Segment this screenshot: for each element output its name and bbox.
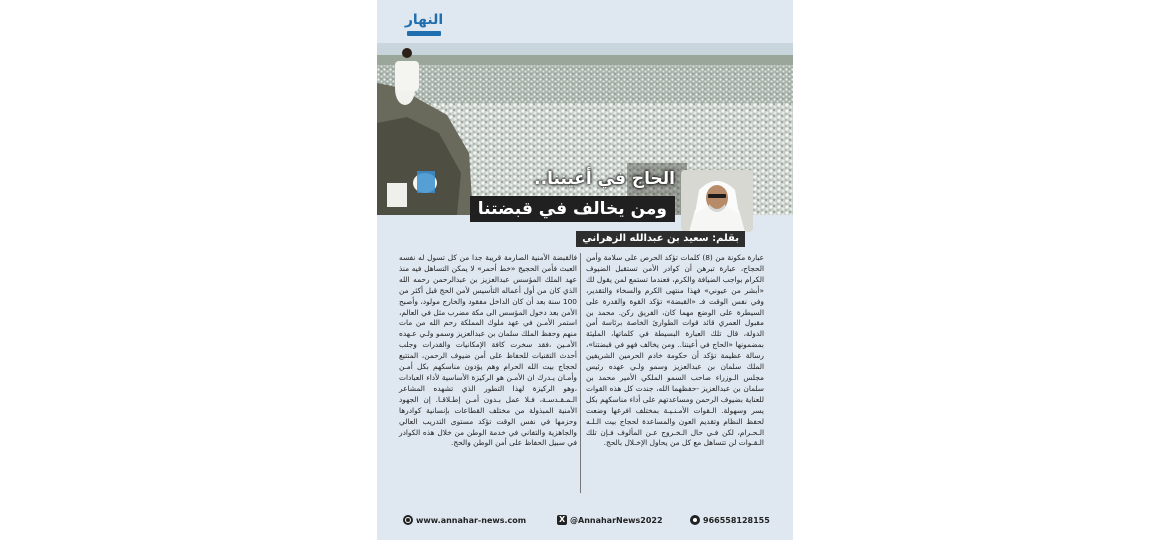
article-text-right: عبارة مكونة من (8) كلمات تؤكد الحرص على سلامة وأمن الحجاج، عبارة تبرهن أن كوادر الأمن تستقبل الضيوف الكرام بواجب الضيافة والكرم، فعندما تستمع لمن يقول لك «أبشر من عيوني» فهذا منتهى الكرم والسخاء والتقدير، وفي نفس الوقت فـ «القبضة» تؤكد القوة والقدرة على السيطرة على الوضع مهما كان، الفريق ركن. محمد بن مقبول العمري قائد قوات الطوارئ الخاصة برئاسة أمن الدولة، قال تلك العبارة البسيطة في كلماتها، المليئة بمضمونها «الحاج في أعيننا.. ومن يخالف فهو في قبضتنا»، رسالة عظيمة تؤكد أن حكومة خادم الحرمين الشريفين الملك سلمان بن عبدالعزيز وسمو ولـي عهده رئيس مجلس الـوزراء صاحب السمو الملكي الأمير محمد بن سلمان بن عبدالعزيز -حفظهما الله، جندت كل هذه القوات للعناية بضيوف الرحمن ومساعدتهم على أداء مناسكهم بكل يسر وسهولة. الـقوات الأمـنـيـة بمختلف افرعها وضعت لحفظ النظام وتقديم العون والمساعدة لحجاج بيت الـلـه الـحـرام، لكن فـي حال الـخـروج عـن المألوف فـإن تلك الـقـوات لن تتساهل مع كل من يحاول الإخـلال بالحج. (586, 253, 764, 448)
x-twitter-icon (557, 515, 567, 525)
whatsapp-icon (690, 515, 700, 525)
author-photo (681, 170, 753, 232)
website-text: www.annahar-news.com (416, 515, 527, 525)
article-text-left: فالقبضة الأمنية الصارمة قريبة جدا من كل تسول له نفسه العبث فأمن الحجيج «خط أحمر» لا يمكن التساهل فيه منذ عهد الملك المؤسس عبدالعزيز بن عبدالرحمن رحمه الله الذي كان من أول أعماله التأسيس لأمن الحج قبل أكثر من 100 سنة بعد أن كان الداخل مفقود والخارج مولود، وأصبح الأمن بعد دخول المؤسس الى مكة مضرب مثل في العالم، استمر الأمـن في عهد ملوك المملكة رحم الله من مات منهم وحفظ الملك سلمان بن عبدالعزيز وسمو ولـي عـهده الأمـين ،فقد سخرت كافة الإمكانيات والقدرات وجلب أحدث التقنيات للحفاظ على أمن ضيوف الرحمن، المتتبع لحجاج بيت الله الحرام وهم يؤدون مناسكهم بكل أمـن وأمـان يـدرك ان الأمـن هو الركيزة الأساسية لأداء العبادات ،وهو الركيزة لهذا التطور الذي تشهده المشاعر الـمـقـدسـة، فـلا عمل بـدون أمـن إطـلاقـا. إن الجهود الأمنية المبذولة من مختلف القطاعات بإنسانية كوادرها وحزمها في نفس الوقت تؤكد مستوى التدريب العالي والجاهزية والتفاني في خدمة الوطن من خلال هذه الكوادر في سبيل الحفاظ على أمن الوطن والحج. (399, 253, 577, 448)
twitter-handle: @AnnaharNews2022 (570, 515, 663, 525)
footer-whatsapp[interactable] (690, 515, 770, 525)
headline (470, 168, 675, 222)
footer-website[interactable] (403, 515, 526, 525)
footer (377, 511, 793, 533)
footer-twitter[interactable] (557, 515, 663, 525)
article-column-left (399, 253, 577, 449)
whatsapp-number: 966558128155 (703, 515, 770, 525)
logo-text: النهار (404, 12, 444, 28)
byline: بقلم: سعيد بن عبدالله الزهراني (576, 231, 745, 247)
column-divider (580, 253, 581, 493)
globe-icon (403, 515, 413, 525)
annahar-logo (401, 12, 447, 38)
logo-bar (407, 31, 441, 36)
headline-line-1: الحاج في أعيننا.. (534, 169, 675, 189)
newspaper-page (377, 0, 793, 540)
article-column-right (586, 253, 764, 449)
headline-line-2: ومن يخالف في قبضتنا (470, 196, 675, 222)
